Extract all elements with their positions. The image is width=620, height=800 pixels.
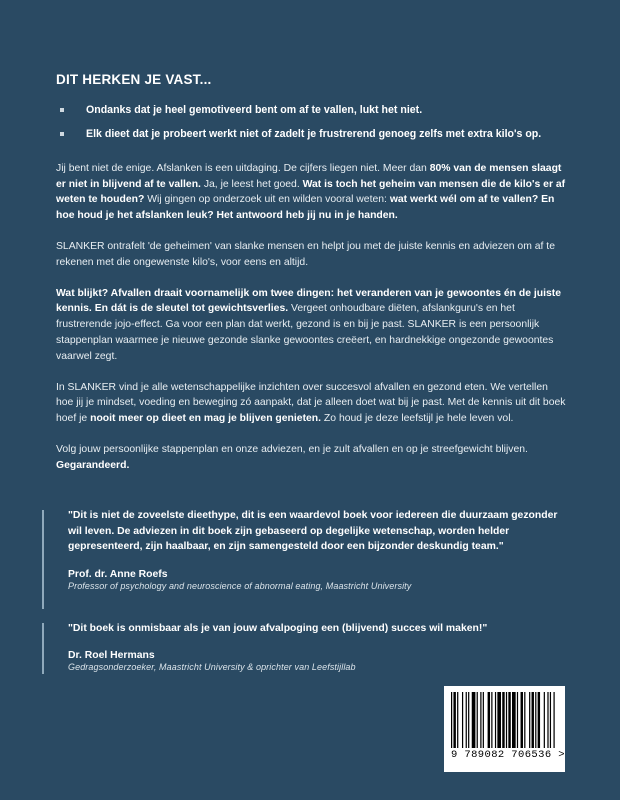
testimonial-quote: "Dit boek is onmisbaar als je van jouw afvalpoging een (blijvend) succes wil maken!" bbox=[68, 622, 488, 634]
testimonial-credentials: Professor of psychology and neuroscience of abnormal eating, Maastricht University bbox=[68, 580, 412, 591]
bullet-dot-icon bbox=[60, 108, 64, 112]
body-paragraph-3: Wat blijkt? Afvallen draait voornamelijk om twee dingen: het veranderen van je gewoontes én de juiste kennis. En dát is de sleutel tot gewichtsverlies. Vergeet onhoudbare diëten, afslankguru's en het frustrerende jojo-effect. Ga voor een plan dat werkt, gezond is en bij je past. SLANKER is een persoonlijk stappenplan waarmee je nieuwe gezonde slanke gewoontes creëert, en hardnekkige ongezonde gewoontes vaarwel zegt. bbox=[56, 287, 562, 362]
body-paragraph-5: Volg jouw persoonlijke stappenplan en onze adviezen, en je zult afvallen en op je streefgewicht blijven. Gegarandeerd. bbox=[56, 444, 528, 471]
testimonial-card bbox=[42, 508, 566, 591]
testimonial-quote: "Dit is niet de zoveelste dieethype, dit is een waardevol boek voor iedereen die duurzaam gezonder wil leven. De adviezen in dit boek zijn gebaseerd op degelijke wetenschap, worden helder gepresenteerd, zijn haalbaar, en zijn samengesteld door een bijzonder deskundig team." bbox=[68, 510, 558, 553]
list-item-label: Ondanks dat je heel gemotiveerd bent om af te vallen, lukt het niet. bbox=[86, 104, 423, 116]
body-paragraph-2: SLANKER ontrafelt 'de geheimen' van slanke mensen en helpt jou met de juiste kennis en adviezen om af te rekenen met die ongewenste kilo's, voor eens en altijd. bbox=[56, 240, 555, 268]
accent-rule bbox=[42, 623, 44, 674]
testimonial-author: Dr. Roel Hermans bbox=[68, 650, 155, 662]
body-paragraph-4: In SLANKER vind je alle wetenschappelijke inzichten over succesvol afvallen en gezond eten. We vertellen hoe jij je mindset, voeding en beweging zó aanpakt, dat je alleen doet wat bij je past. Met de kennis uit dit boek hoef je nooit meer op dieet en mag je blijven genieten. Zo houd je deze leefstijl je hele leven vol. bbox=[56, 381, 566, 425]
body-paragraph-1: Jij bent niet de enige. Afslanken is een uitdaging. De cijfers liegen niet. Meer dan 80% van de mensen slaagt er niet in blijvend af te vallen. Ja, je leest het goed. Wat is toch het geheim van mensen die de kilo's er af weten te houden? Wij gingen op onderzoek uit en wilden vooral weten: wat werkt wél om af te vallen? En hoe houd je het afslanken leuk? Het antwoord heb jij nu in je handen. bbox=[56, 162, 566, 222]
accent-rule bbox=[42, 510, 44, 609]
list-item-label: Elk dieet dat je probeert werkt niet of zadelt je frustrerend genoeg zelfs met extra kilo's op. bbox=[86, 128, 542, 141]
pain-point-list bbox=[56, 103, 566, 143]
testimonial-section bbox=[42, 508, 566, 702]
bullet-dot-icon bbox=[60, 132, 64, 136]
list-item bbox=[56, 103, 566, 118]
list-item bbox=[56, 127, 566, 142]
main-copy-block bbox=[56, 72, 566, 489]
barcode-icon bbox=[451, 692, 558, 748]
barcode-number: 9 789082 706536 > bbox=[451, 749, 565, 761]
page-title: DIT HERKEN JE VAST... bbox=[56, 72, 212, 87]
testimonial-card bbox=[42, 621, 566, 673]
testimonial-author: Prof. dr. Anne Roefs bbox=[68, 568, 168, 580]
barcode-block bbox=[444, 686, 565, 772]
testimonial-credentials: Gedragsonderzoeker, Maastricht University & oprichter van Leefstijllab bbox=[68, 662, 356, 673]
